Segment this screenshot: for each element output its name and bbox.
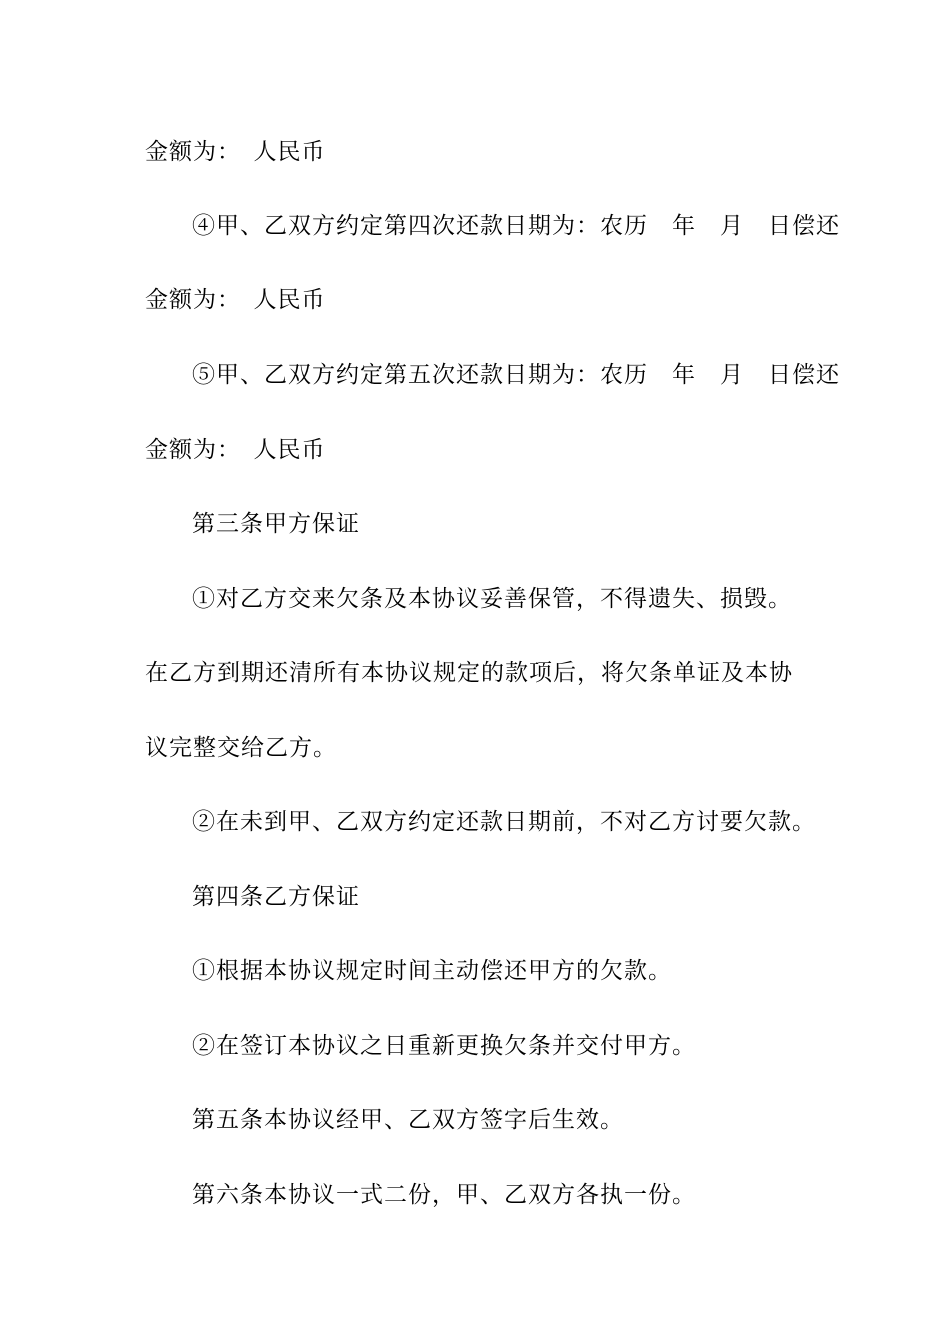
text-line-article-3-item-2: ②在未到甲、乙双方约定还款日期前，不对乙方讨要欠款。 xyxy=(192,809,816,835)
text-line-fifth-repayment: ⑤甲、乙双方约定第五次还款日期为：农历 年 月 日偿还 xyxy=(192,362,840,388)
text-line-article-3-item-1-end: 议完整交给乙方。 xyxy=(145,735,337,761)
text-line-amount-2: 金额为： 人民币 xyxy=(145,287,326,313)
section-article-5: 第五条本协议经甲、乙双方签字后生效。 xyxy=(192,1107,624,1133)
text-line-article-3-item-1-cont: 在乙方到期还清所有本协议规定的款项后，将欠条单证及本协 xyxy=(145,660,793,686)
text-line-article-3-item-1: ①对乙方交来欠条及本协议妥善保管，不得遗失、损毁。 xyxy=(192,586,792,612)
text-line-article-4-item-2: ②在签订本协议之日重新更换欠条并交付甲方。 xyxy=(192,1033,696,1059)
section-heading-article-4: 第四条乙方保证 xyxy=(192,884,360,910)
text-line-article-4-item-1: ①根据本协议规定时间主动偿还甲方的欠款。 xyxy=(192,958,672,984)
section-article-6: 第六条本协议一式二份，甲、乙双方各执一份。 xyxy=(192,1182,696,1208)
text-line-fourth-repayment: ④甲、乙双方约定第四次还款日期为：农历 年 月 日偿还 xyxy=(192,213,840,239)
text-line-amount-3: 金额为： 人民币 xyxy=(145,437,326,463)
text-line-amount-1: 金额为： 人民币 xyxy=(145,139,326,165)
section-heading-article-3: 第三条甲方保证 xyxy=(192,511,360,537)
